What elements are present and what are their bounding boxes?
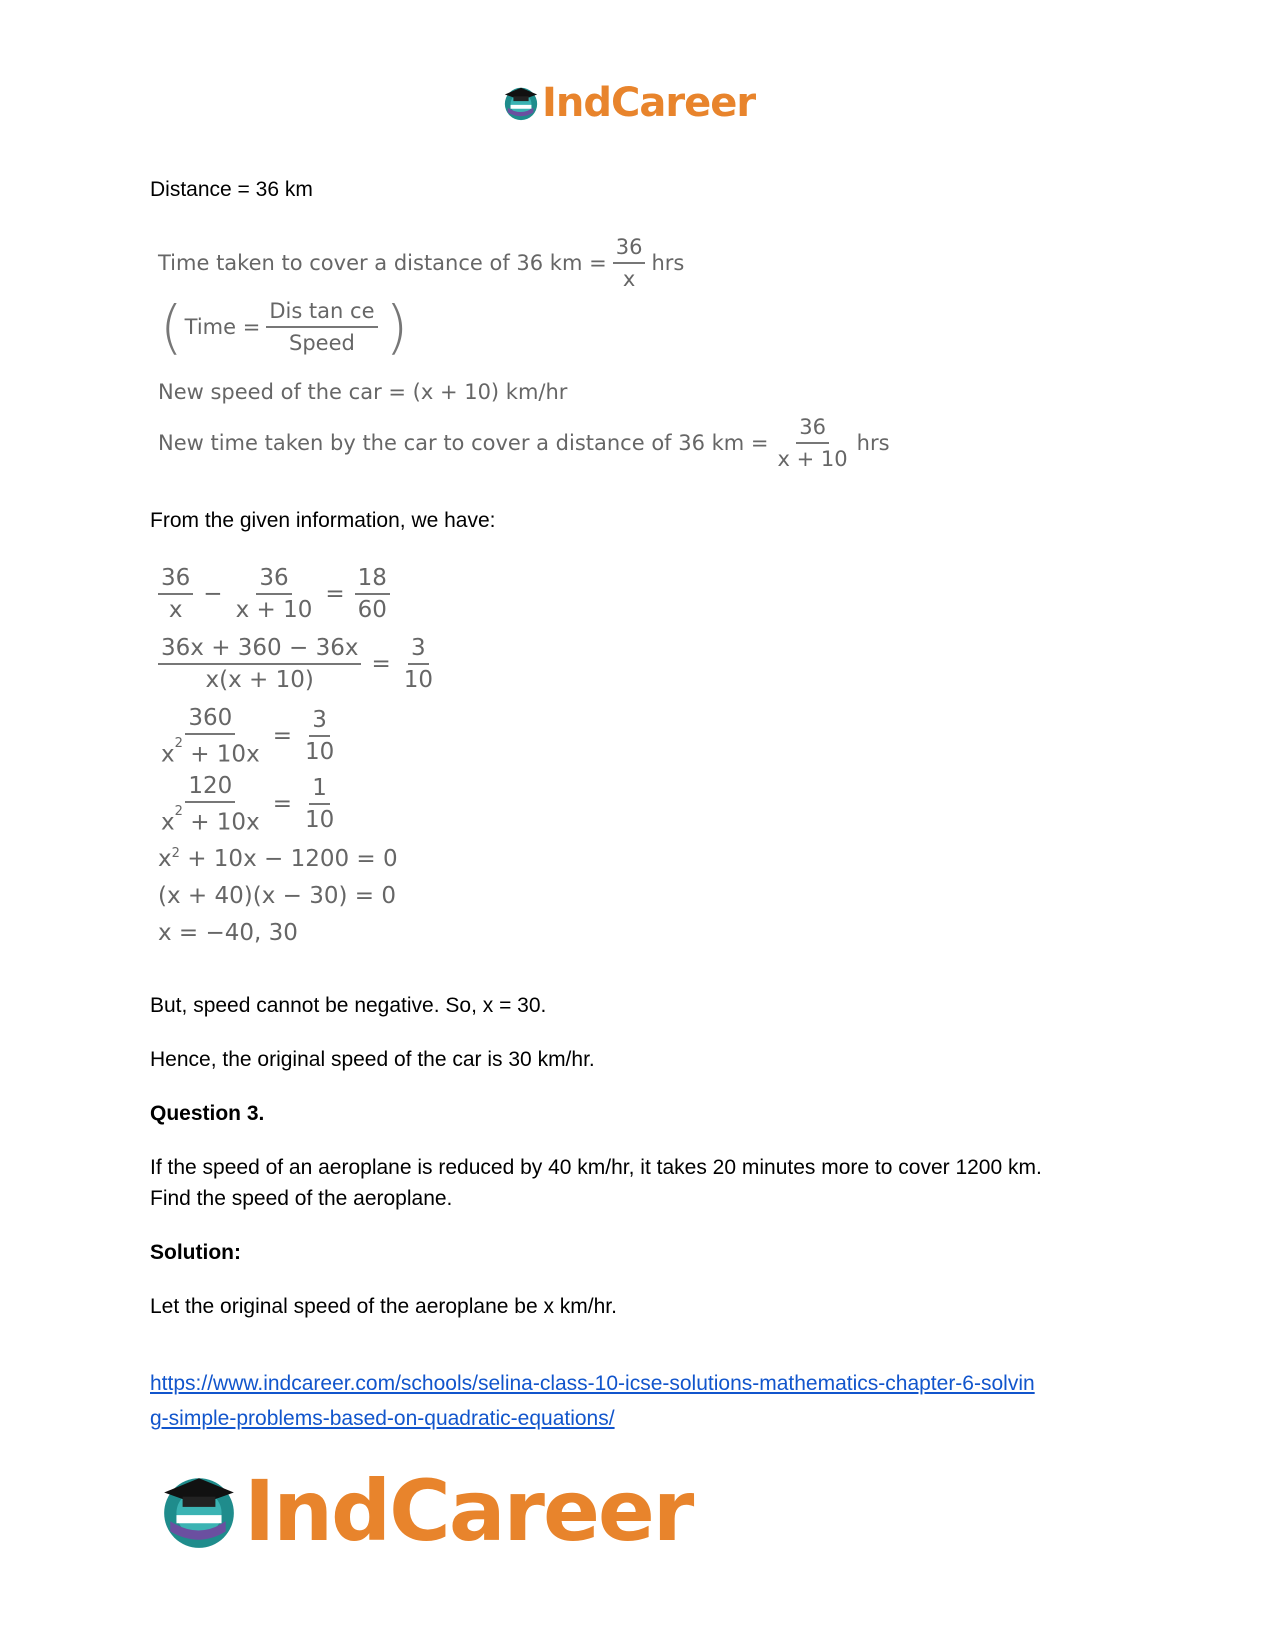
new-speed-line: New speed of the car = (x + 10) km/hr [158, 380, 568, 404]
time-formula-line: ( Time = $\frac{\text{Dis tan ce}}{\text{Speed}}$ ) [160, 293, 409, 361]
equation-7: x = −40, 30 [158, 920, 298, 946]
source-link-line-1[interactable]: https://www.indcareer.com/schools/selina-class-10-icse-solutions-mathematics-chapter-6-solvin [150, 1372, 1035, 1395]
new-time-line: New time taken by the car to cover a distance of 36 km = $\frac{36}{x + 10}$ hrs [158, 412, 890, 474]
question-line-2: Find the speed of the aeroplane. [150, 1187, 453, 1210]
footer-logo [158, 1462, 692, 1560]
equation-5: x $^2$ + 10x − 1200 = 0 [158, 845, 398, 872]
hence-text: Hence, the original speed of the car is 30 km/hr. [150, 1048, 595, 1071]
distance-text: Distance = 36 km [150, 178, 313, 201]
graduation-cap-logo-icon [158, 1470, 240, 1552]
equation-3: $\frac{360}{x^2 + 10x}$ = $\frac{3}{10}$ [161, 705, 335, 768]
fraction: $\frac{\text{Dis tan ce}}{\text{Speed}}$ [266, 296, 377, 358]
equation-2: $\frac{36x + 360 - 36x}{x(x + 10)}$ = $\frac{3}{10}$ [158, 633, 442, 695]
time-line-1-text: Time taken to cover a distance of 36 km = [158, 251, 607, 275]
from-given-text: From the given information, we have: [150, 509, 496, 532]
time-line-1: Time taken to cover a distance of 36 km = $\frac{36}{x}$ hrs [158, 232, 684, 294]
time-derivation-block [158, 232, 898, 482]
solution-heading: Solution: [150, 1241, 241, 1264]
fraction: $\frac{36}{x + 10}$ [775, 412, 851, 474]
graduation-cap-logo-icon [502, 84, 540, 122]
equation-6: (x + 40)(x − 30) = 0 [158, 883, 396, 909]
negative-note-text: But, speed cannot be negative. So, x = 30. [150, 994, 547, 1017]
header-logo [502, 80, 755, 126]
question-heading: Question 3. [150, 1102, 265, 1125]
source-link-line-2[interactable]: g-simple-problems-based-on-quadratic-equations/ [150, 1407, 615, 1430]
logo-text: IndCareer [542, 80, 756, 126]
solution-text: Let the original speed of the aeroplane be x km/hr. [150, 1295, 617, 1318]
equation-1: $\frac{36}{x}$ − $\frac{36}{x + 10}$ = $\frac{18}{60}$ [158, 563, 396, 625]
question-line-1: If the speed of an aeroplane is reduced by 40 km/hr, it takes 20 minutes more to cover 1200 km. [150, 1156, 1042, 1179]
logo-text: IndCareer [244, 1462, 693, 1560]
equation-4: $\frac{120}{x^2 + 10x}$ = $\frac{1}{10}$ [161, 773, 335, 836]
fraction: $\frac{36}{x}$ [613, 232, 646, 294]
equations-block [158, 563, 458, 963]
